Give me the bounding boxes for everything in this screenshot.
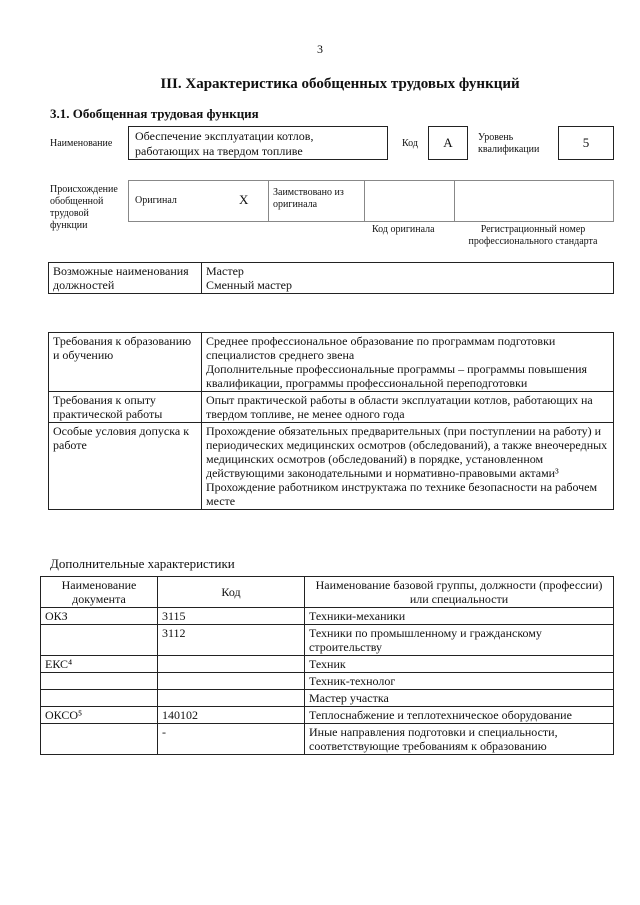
table-row xyxy=(41,673,614,690)
section-title: III. Характеристика обобщенных трудовых функций xyxy=(160,76,520,92)
row-name: Техник xyxy=(305,656,614,673)
row-code xyxy=(158,656,305,673)
gtf-level-label: Уровень квалификации xyxy=(478,132,540,155)
page-number: 3 xyxy=(317,42,323,56)
position-item: Мастер xyxy=(206,264,244,278)
requirement-value: Прохождение обязательных предварительных (при поступлении на работу) и периодических медицинских осмотров (обследований), а также внеочередных медицинских осмотров (обследований) в порядке, установленном действующими законодательными и нормативно-правовыми актами³ Прохождение работником инструктажа по технике безопасности на рабочем месте xyxy=(202,423,614,510)
origin-code-caption: Код оригинала xyxy=(372,224,435,235)
row-name: Теплоснабжение и теплотехническое оборудование xyxy=(305,707,614,724)
row-name: Иные направления подготовки и специальности, соответствующие требованиям к образованию xyxy=(305,724,614,755)
row-document: ОКСО⁵ xyxy=(41,707,158,724)
requirement-row xyxy=(49,333,614,392)
table-row xyxy=(41,625,614,656)
origin-reg-caption: Регистрационный номер профессионального стандарта xyxy=(468,224,598,247)
requirement-label: Особые условия допуска к работе xyxy=(49,423,202,510)
gtf-code-value: А xyxy=(428,126,468,160)
header-name: Наименование базовой группы, должности (профессии) или специальности xyxy=(305,577,614,608)
requirement-label: Требования к образованию и обучению xyxy=(49,333,202,392)
requirement-row xyxy=(49,392,614,423)
gtf-name-value: Обеспечение эксплуатации котлов, работающих на твердом топливе xyxy=(128,126,388,160)
row-document xyxy=(41,625,158,656)
table-row xyxy=(41,707,614,724)
row-name: Техники-механики xyxy=(305,608,614,625)
sub-title: 3.1. Обобщенная трудовая функция xyxy=(50,106,259,121)
table-row xyxy=(41,724,614,755)
row-document: ОКЗ xyxy=(41,608,158,625)
origin-label: Происхождение обобщенной трудовой функции xyxy=(50,184,118,231)
origin-reg-cell xyxy=(455,181,615,221)
row-document xyxy=(41,724,158,755)
requirements-table xyxy=(48,332,614,510)
row-code xyxy=(158,673,305,690)
gtf-level-value: 5 xyxy=(558,126,614,160)
positions-table xyxy=(48,262,614,294)
requirement-label: Требования к опыту практической работы xyxy=(49,392,202,423)
origin-original-cell xyxy=(129,181,269,221)
row-code xyxy=(158,690,305,707)
header-code: Код xyxy=(158,577,305,608)
row-document xyxy=(41,690,158,707)
positions-row xyxy=(49,263,614,294)
positions-label: Возможные наименования должностей xyxy=(49,263,202,294)
origin-borrowed-label: Заимствовано из оригинала xyxy=(273,187,344,210)
requirement-row xyxy=(49,423,614,510)
row-name: Мастер участка xyxy=(305,690,614,707)
gtf-code-label: Код xyxy=(402,138,418,149)
table-row xyxy=(41,690,614,707)
requirement-value: Среднее профессиональное образование по программам подготовки специалистов среднего звена Дополнительные профессиональные программы – программы повышения квалификации, программы профессиональной переподготовки xyxy=(202,333,614,392)
table-row xyxy=(41,656,614,673)
origin-borrowed-cell xyxy=(269,181,365,221)
row-name: Техники по промышленному и гражданскому строительству xyxy=(305,625,614,656)
header-document: Наименование документа xyxy=(41,577,158,608)
row-document xyxy=(41,673,158,690)
row-document: ЕКС⁴ xyxy=(41,656,158,673)
origin-code-cell xyxy=(365,181,455,221)
requirement-value: Опыт практической работы в области эксплуатации котлов, работающих на твердом топливе, не менее одного года xyxy=(202,392,614,423)
row-code: 140102 xyxy=(158,707,305,724)
additional-header-row xyxy=(41,577,614,608)
additional-table xyxy=(40,576,614,755)
positions-values xyxy=(202,263,614,294)
gtf-name-label: Наименование xyxy=(50,138,113,149)
origin-table xyxy=(128,180,614,222)
origin-original-mark: X xyxy=(239,192,249,207)
position-item: Сменный мастер xyxy=(206,278,292,292)
table-row xyxy=(41,608,614,625)
row-code: 3115 xyxy=(158,608,305,625)
row-name: Техник-технолог xyxy=(305,673,614,690)
row-code: - xyxy=(158,724,305,755)
row-code: 3112 xyxy=(158,625,305,656)
additional-title: Дополнительные характеристики xyxy=(50,556,235,571)
origin-original-label: Оригинал xyxy=(135,195,177,206)
